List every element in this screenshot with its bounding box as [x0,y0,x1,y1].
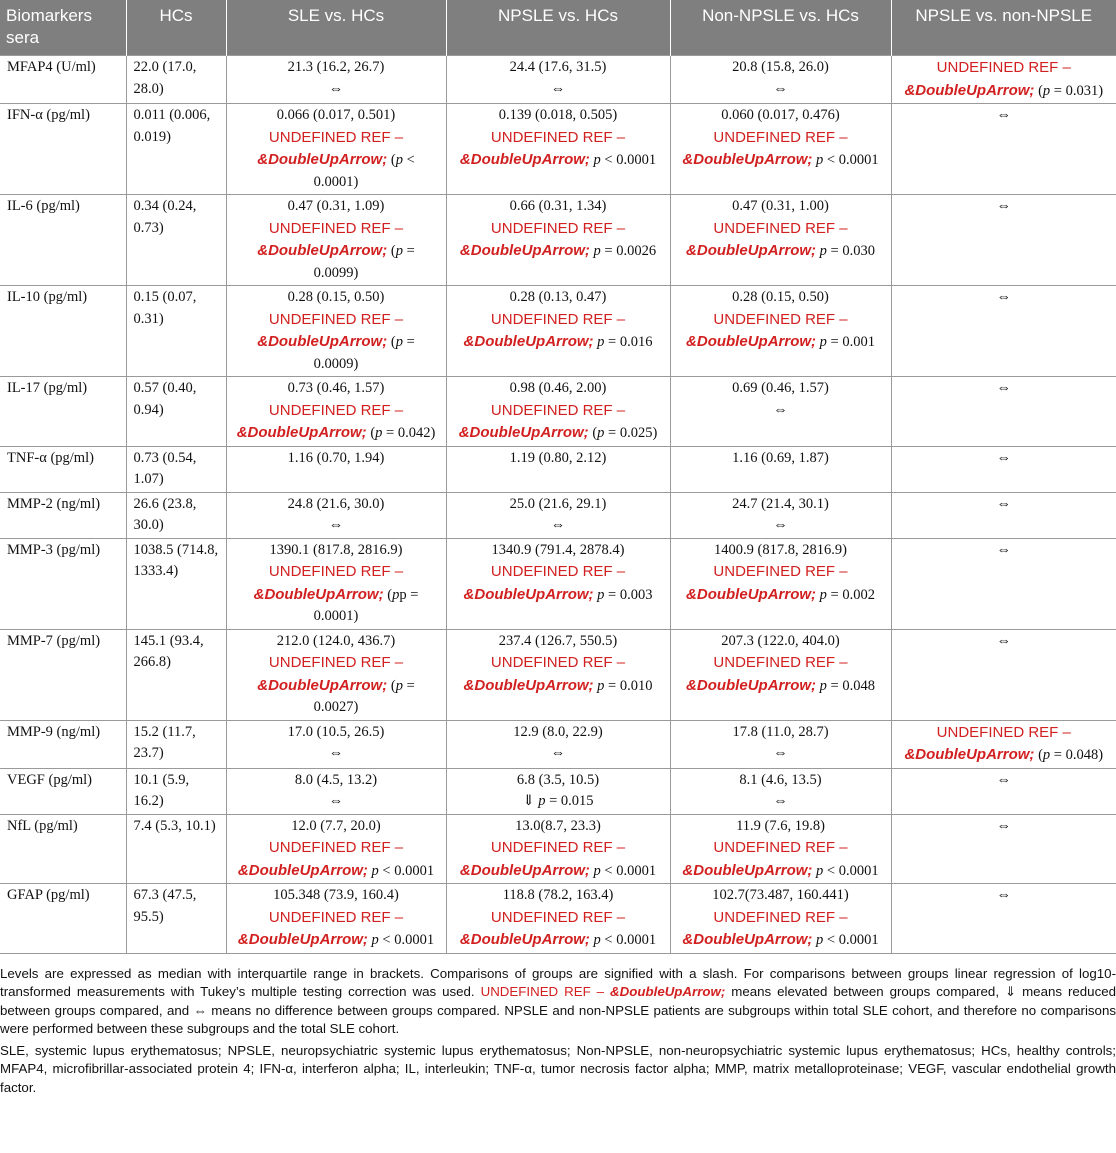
p-value: p = 0.0026 [593,243,657,259]
footnote-text-cont: means elevated between groups compared, ⇓ means reduced between groups compared, and ⇔ means no difference between groups compared. NPSLE and non-NPSLE patients are subgroups within total SLE cohort, and therefore no comparisons were performed between these subgroups and the total SLE cohort. [0,984,1116,1036]
undefined-ref: UNDEFINED REF – &DoubleUpArrow; [686,219,848,259]
undefined-ref: UNDEFINED REF – &DoubleUpArrow; [686,654,848,694]
p-value: p < 0.0001 [816,862,879,879]
undefined-ref: UNDEFINED REF – &DoubleUpArrow; [459,219,626,259]
cell-value: 105.348 (73.9, 160.4) [273,887,399,903]
cell-npsle-vs-non-npsle [891,492,1116,538]
undefined-ref: UNDEFINED REF – &DoubleUpArrow; [459,128,626,168]
cell-npsle-vs-hcs [446,286,670,377]
cell-value: 0.73 (0.46, 1.57) [287,380,385,396]
cell-marker: VEGF (pg/ml) [0,768,126,814]
cell-sle-vs-hcs [226,104,446,195]
p-value: p < 0.0001 [593,932,657,948]
p-value: (p = 0.0099) [313,243,415,281]
cell-sle-vs-hcs [226,629,446,720]
cell-npsle-vs-hcs [446,492,670,538]
cell-sle-vs-hcs [226,446,446,492]
table-row [0,538,1116,629]
undefined-ref: UNDEFINED REF – &DoubleUpArrow; [682,128,848,168]
p-value: p < 0.0001 [816,932,879,948]
table-row [0,286,1116,377]
undefined-ref: UNDEFINED REF – &DoubleUpArrow; [237,839,404,879]
cell-non-npsle-vs-hcs [670,538,891,629]
cell-hcs: 7.4 (5.3, 10.1) [126,814,226,884]
cell-value: 12.9 (8.0, 22.9) [513,723,603,740]
cell-marker: MFAP4 (U/ml) [0,56,126,104]
no-difference-symbol: ⇔ [550,517,566,533]
cell-npsle-vs-non-npsle [891,884,1116,954]
cell-value: 0.28 (0.15, 0.50) [287,289,385,305]
cell-npsle-vs-hcs [446,538,670,629]
header-biomarkers: Biomarkers sera [0,0,126,56]
cell-value: 24.7 (21.4, 30.1) [732,495,829,512]
no-difference-symbol: ⇔ [773,793,788,809]
p-value: p < 0.0001 [371,932,435,948]
undefined-ref: UNDEFINED REF – &DoubleUpArrow; [458,401,626,441]
table-row [0,884,1116,954]
cell-npsle-vs-non-npsle [891,814,1116,884]
no-difference-symbol: ⇔ [328,745,344,761]
cell-npsle-vs-hcs [446,446,670,492]
cell-hcs: 67.3 (47.5, 95.5) [126,884,226,954]
cell-non-npsle-vs-hcs [670,195,891,286]
p-value: (p = 0.025) [588,425,658,441]
no-difference-symbol: ⇔ [996,198,1011,214]
p-value: p = 0.030 [819,243,875,259]
cell-value: 21.3 (16.2, 26.7) [287,59,385,75]
undefined-ref: UNDEFINED REF – &DoubleUpArrow; [236,401,404,441]
cell-value: 1.16 (0.69, 1.87) [732,449,829,466]
cell-npsle-vs-non-npsle [891,629,1116,720]
p-value: p = 0.003 [597,586,653,603]
undefined-ref: UNDEFINED REF – &DoubleUpArrow; [686,310,848,350]
no-difference-symbol: ⇔ [996,887,1011,903]
cell-value: 8.0 (4.5, 13.2) [294,771,378,788]
cell-sle-vs-hcs [226,538,446,629]
cell-npsle-vs-hcs [446,768,670,814]
cell-sle-vs-hcs [226,195,446,286]
undefined-ref: UNDEFINED REF – &DoubleUpArrow; [682,839,848,879]
cell-hcs: 0.34 (0.24, 0.73) [126,195,226,286]
cell-sle-vs-hcs [226,286,446,377]
undefined-ref: UNDEFINED REF – &DoubleUpArrow; [904,723,1071,763]
cell-value: 24.4 (17.6, 31.5) [509,59,607,75]
undefined-ref: UNDEFINED REF – &DoubleUpArrow; [459,839,626,879]
table-row [0,446,1116,492]
cell-marker: IL-6 (pg/ml) [0,195,126,286]
no-difference-symbol: ⇔ [996,771,1011,788]
undefined-ref: UNDEFINED REF – &DoubleUpArrow; [682,908,848,948]
cell-non-npsle-vs-hcs [670,884,891,954]
cell-non-npsle-vs-hcs [670,104,891,195]
cell-non-npsle-vs-hcs [670,814,891,884]
cell-npsle-vs-non-npsle [891,538,1116,629]
table-row [0,56,1116,104]
cell-npsle-vs-non-npsle [891,768,1116,814]
cell-npsle-vs-non-npsle [891,104,1116,195]
cell-npsle-vs-hcs [446,814,670,884]
header-hcs: HCs [126,0,226,56]
cell-non-npsle-vs-hcs [670,286,891,377]
cell-value: 0.28 (0.15, 0.50) [732,289,829,305]
header-sle-vs-hcs: SLE vs. HCs [226,0,446,56]
cell-value: 8.1 (4.6, 13.5) [739,771,822,788]
cell-marker: MMP-2 (ng/ml) [0,492,126,538]
cell-marker: MMP-9 (ng/ml) [0,720,126,768]
cell-value: 1400.9 (817.8, 2816.9) [714,541,847,558]
cell-marker: IL-17 (pg/ml) [0,377,126,447]
cell-value: 24.8 (21.6, 30.0) [287,495,385,512]
p-value: (p = 0.042) [366,425,436,441]
no-difference-symbol: ⇔ [996,541,1011,558]
undefined-ref: UNDEFINED REF – &DoubleUpArrow; [257,128,404,168]
no-difference-symbol: ⇔ [773,80,788,97]
undefined-ref-text: UNDEFINED REF – &DoubleUpArrow; [480,984,726,999]
cell-sle-vs-hcs [226,884,446,954]
footnote-abbreviations: SLE, systemic lupus erythematosus; NPSLE, neuropsychiatric systemic lupus erythematosus; Non-NPSLE, non-neuropsychiatric systemic lupus erythematosus; HCs, healthy controls; MFAP4, microfibrillar-associated protein 4; IFN-α, interferon alpha; IL, interleukin; TNF-α, tumor necrosis factor alpha; MMP, matrix metalloproteinase; VEGF, vascular endothelial growth factor. [0,1042,1116,1095]
p-value: (p = 0.0009) [313,334,415,372]
p-value: p < 0.0001 [593,152,657,168]
cell-value: 1.16 (0.70, 1.94) [287,449,385,466]
p-value: p = 0.048 [819,677,875,694]
p-value: p = 0.001 [819,334,875,350]
cell-hcs: 0.15 (0.07, 0.31) [126,286,226,377]
no-difference-symbol: ⇔ [328,517,344,533]
cell-value: 1340.9 (791.4, 2878.4) [491,541,625,558]
cell-npsle-vs-hcs [446,104,670,195]
cell-npsle-vs-non-npsle [891,286,1116,377]
no-difference-symbol: ⇔ [996,449,1011,466]
no-difference-symbol: ⇔ [773,401,788,418]
cell-value: 212.0 (124.0, 436.7) [276,632,396,649]
no-difference-symbol: ⇔ [550,80,566,97]
no-difference-symbol: ⇔ [996,289,1011,305]
no-difference-symbol: ⇔ [773,517,788,533]
p-value: p < 0.0001 [371,862,435,879]
table-row [0,492,1116,538]
cell-sle-vs-hcs [226,720,446,768]
cell-non-npsle-vs-hcs [670,492,891,538]
cell-value: 0.66 (0.31, 1.34) [509,198,607,214]
no-difference-symbol: ⇔ [996,817,1011,834]
footnote-levels [0,965,1116,1039]
no-difference-symbol: ⇔ [328,80,344,97]
cell-hcs: 10.1 (5.9, 16.2) [126,768,226,814]
footnote-text: Levels are expressed as median with interquartile range in brackets. Comparisons of groups are signified with a slash. For comparisons between groups linear regression of log10-transformed measurements with Tukey’s multiple testing correction was used. [0,965,1116,999]
p-value: p < 0.0001 [816,152,879,168]
cell-value: 20.8 (15.8, 26.0) [732,59,829,75]
table-row [0,768,1116,814]
no-difference-symbol: ⇔ [996,380,1011,396]
cell-marker: GFAP (pg/ml) [0,884,126,954]
table-row [0,377,1116,447]
cell-value: 0.69 (0.46, 1.57) [732,380,829,396]
cell-value: 0.066 (0.017, 0.501) [276,107,396,123]
cell-value: 0.47 (0.31, 1.09) [287,198,385,214]
cell-sle-vs-hcs [226,56,446,104]
cell-npsle-vs-hcs [446,56,670,104]
cell-marker: IFN-α (pg/ml) [0,104,126,195]
no-difference-symbol: ⇔ [996,495,1011,512]
table-row [0,104,1116,195]
cell-value: 0.98 (0.46, 2.00) [509,380,607,396]
cell-npsle-vs-non-npsle [891,195,1116,286]
p-value: (p = 0.031) [1034,82,1104,99]
cell-value: 237.4 (126.7, 550.5) [498,632,618,649]
cell-npsle-vs-non-npsle [891,56,1116,104]
cell-sle-vs-hcs [226,814,446,884]
cell-hcs: 15.2 (11.7, 23.7) [126,720,226,768]
cell-hcs: 1038.5 (714.8, 1333.4) [126,538,226,629]
header-npsle-vs-hcs: NPSLE vs. HCs [446,0,670,56]
cell-value: 118.8 (78.2, 163.4) [502,887,614,903]
header-non-npsle-vs-hcs: Non-NPSLE vs. HCs [670,0,891,56]
no-difference-symbol: ⇔ [996,107,1011,123]
p-value: (p = 0.048) [1034,747,1104,763]
table-footnotes [0,954,1116,1098]
cell-npsle-vs-hcs [446,377,670,447]
cell-value: 17.8 (11.0, 28.7) [732,723,829,740]
cell-hcs: 0.011 (0.006, 0.019) [126,104,226,195]
p-value: (p < 0.0001) [313,152,415,190]
cell-value: 1390.1 (817.8, 2816.9) [269,541,403,558]
cell-non-npsle-vs-hcs [670,629,891,720]
no-difference-symbol: ⇔ [996,632,1011,649]
cell-npsle-vs-hcs [446,884,670,954]
undefined-ref: UNDEFINED REF – &DoubleUpArrow; [463,563,626,603]
cell-value: 11.9 (7.6, 19.8) [736,817,825,834]
no-difference-symbol: ⇔ [328,793,344,809]
undefined-ref: UNDEFINED REF – &DoubleUpArrow; [257,219,404,259]
cell-marker: MMP-3 (pg/ml) [0,538,126,629]
table-row [0,720,1116,768]
cell-marker: IL-10 (pg/ml) [0,286,126,377]
undefined-ref: UNDEFINED REF – &DoubleUpArrow; [686,563,848,603]
cell-hcs: 145.1 (93.4, 266.8) [126,629,226,720]
cell-sle-vs-hcs [226,492,446,538]
cell-hcs: 26.6 (23.8, 30.0) [126,492,226,538]
table-body [0,56,1116,954]
undefined-ref: UNDEFINED REF – &DoubleUpArrow; [257,310,404,350]
undefined-ref: UNDEFINED REF – &DoubleUpArrow; [237,908,404,948]
cell-npsle-vs-hcs [446,195,670,286]
p-value: p = 0.002 [819,586,875,603]
cell-sle-vs-hcs [226,377,446,447]
table-row [0,814,1116,884]
cell-npsle-vs-non-npsle [891,720,1116,768]
cell-non-npsle-vs-hcs [670,56,891,104]
cell-value: 12.0 (7.7, 20.0) [291,817,381,834]
cell-value: 0.28 (0.13, 0.47) [509,289,607,305]
cell-non-npsle-vs-hcs [670,720,891,768]
header-row [0,0,1116,56]
cell-hcs: 0.73 (0.54, 1.07) [126,446,226,492]
cell-non-npsle-vs-hcs [670,377,891,447]
cell-non-npsle-vs-hcs [670,446,891,492]
cell-value: 25.0 (21.6, 29.1) [509,495,607,512]
cell-npsle-vs-non-npsle [891,377,1116,447]
undefined-ref: UNDEFINED REF – &DoubleUpArrow; [253,563,404,603]
cell-marker: TNF-α (pg/ml) [0,446,126,492]
no-difference-symbol: ⇔ [773,745,788,761]
cell-non-npsle-vs-hcs [670,768,891,814]
cell-value: 1.19 (0.80, 2.12) [509,449,607,466]
table-row [0,195,1116,286]
cell-npsle-vs-hcs [446,629,670,720]
cell-value: 0.47 (0.31, 1.00) [732,198,829,214]
p-value: (pp = 0.0001) [313,586,419,624]
cell-sle-vs-hcs [226,768,446,814]
cell-value: 6.8 (3.5, 10.5) [516,771,600,788]
header-npsle-vs-non-npsle: NPSLE vs. non-NPSLE [891,0,1116,56]
cell-marker: MMP-7 (pg/ml) [0,629,126,720]
cell-hcs: 0.57 (0.40, 0.94) [126,377,226,447]
undefined-ref: UNDEFINED REF – &DoubleUpArrow; [257,654,404,694]
undefined-ref: UNDEFINED REF – &DoubleUpArrow; [904,59,1071,99]
undefined-ref: UNDEFINED REF – &DoubleUpArrow; [459,908,626,948]
cell-value: 0.060 (0.017, 0.476) [721,107,840,123]
undefined-ref: UNDEFINED REF – &DoubleUpArrow; [463,654,626,694]
p-value: p = 0.016 [597,334,653,350]
cell-npsle-vs-hcs [446,720,670,768]
undefined-ref: UNDEFINED REF – &DoubleUpArrow; [463,310,626,350]
cell-marker: NfL (pg/ml) [0,814,126,884]
p-value: p = 0.010 [597,677,653,694]
cell-value: 13.0(8.7, 23.3) [515,817,601,834]
decrease-p-value: ⇓ p = 0.015 [522,793,594,809]
cell-value: 17.0 (10.5, 26.5) [287,723,385,740]
p-value: (p = 0.0027) [313,677,415,715]
p-value: p < 0.0001 [593,862,657,879]
no-difference-symbol: ⇔ [550,745,566,761]
cell-npsle-vs-non-npsle [891,446,1116,492]
cell-value: 102.7(73.487, 160.441) [712,887,849,903]
cell-value: 0.139 (0.018, 0.505) [498,107,618,123]
table-row [0,629,1116,720]
cell-hcs: 22.0 (17.0, 28.0) [126,56,226,104]
cell-value: 207.3 (122.0, 404.0) [721,632,840,649]
